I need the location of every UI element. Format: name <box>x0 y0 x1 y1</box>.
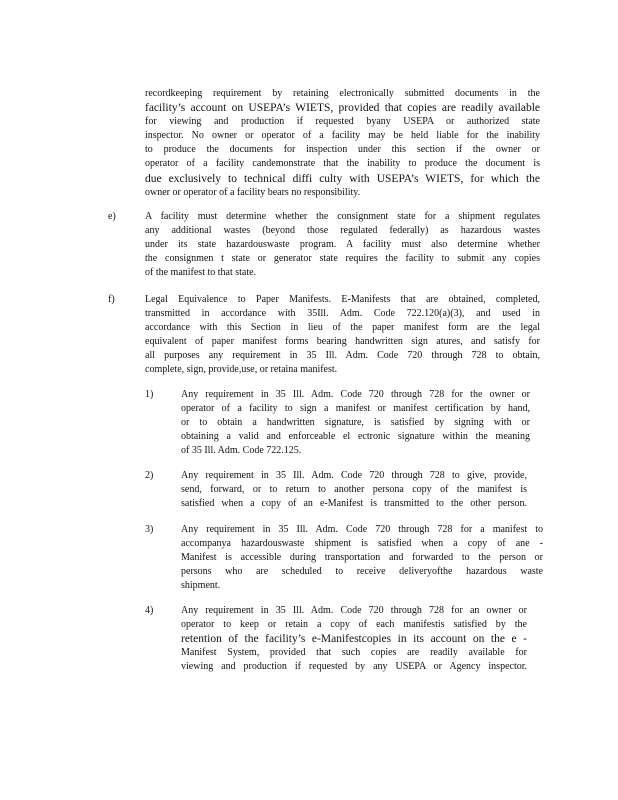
sub-item-3-paragraph <box>181 523 543 593</box>
text-line: Manifest System, provided that such copies are readily available for <box>181 647 527 659</box>
text-line: Manifest is accessible during transportation and forwarded to the person or <box>181 552 543 564</box>
sub-item-1-label: 1) <box>145 389 154 400</box>
text-line: of the manifest to that state. <box>145 267 257 279</box>
text-line: to produce the documents for inspection under this section if the owner or <box>145 144 540 156</box>
sub-item-4-label: 4) <box>145 605 154 616</box>
text-line: facility’s account on USEPA’s WIETS, provided that copies are readily available <box>145 102 540 115</box>
text-line: send, forward, or to return to another persona copy of the manifest is <box>181 484 527 496</box>
text-line: any additional wastes (beyond those regulated federally) as hazardous wastes <box>145 225 540 237</box>
text-line: or to obtain a handwritten signature, is satisfied by signing with or <box>181 417 530 429</box>
text-line: complete, sign, provide,use, or retaina manifest. <box>145 364 338 376</box>
sub-item-4-paragraph <box>181 604 527 674</box>
text-line: owner or operator of a facility bears no responsibility. <box>145 186 361 198</box>
text-line: A facility must determine whether the consignment state for a shipment regulates <box>145 211 540 222</box>
item-e-label: e) <box>108 211 116 222</box>
text-line: of 35 Ill. Adm. Code 722.125. <box>181 445 302 457</box>
sub-item-2-label: 2) <box>145 470 154 481</box>
text-line: equivalent of paper manifest forms bearing handwritten sign atures, and satisfy for <box>145 336 540 348</box>
text-line: accompanya hazardouswaste shipment is satisfied when a copy of ane - <box>181 538 543 550</box>
sub-item-1-paragraph <box>181 388 530 458</box>
text-line: transmitted in accordance with 35Ill. Adm. Code 722.120(a)(3), and used in <box>145 308 540 320</box>
text-line: under its state hazardouswaste program. A facility must also determine whether <box>145 239 540 251</box>
text-line: the consignmen t state or generator state requires the facility to submit any copies <box>145 253 540 265</box>
item-e-paragraph <box>145 210 540 280</box>
text-line: Any requirement in 35 Ill. Adm. Code 720 through 728 for a manifest to <box>181 524 543 535</box>
text-line: operator of a facility candemonstrate that the inability to produce the document is <box>145 158 540 170</box>
sub-item-3-label: 3) <box>145 524 154 535</box>
text-line: operator of a facility to sign a manifest or manifest certification by hand, <box>181 403 530 415</box>
text-line: for viewing and production if requested byany USEPA or authorized state <box>145 116 540 128</box>
text-line: Legal Equivalence to Paper Manifests. E-Manifests that are obtained, completed, <box>145 294 540 305</box>
item-f-paragraph <box>145 293 540 378</box>
item-f-label: f) <box>108 294 115 305</box>
text-line: accordance with this Section in lieu of the paper manifest form are the legal <box>145 322 540 334</box>
text-line: persons who are scheduled to receive deliveryofthe hazardous waste <box>181 566 543 578</box>
text-line: shipment. <box>181 580 221 592</box>
text-line: Any requirement in 35 Ill. Adm. Code 720 through 728 for an owner or <box>181 605 527 616</box>
text-line: satisfied when a copy of an e-Manifest is transmitted to the other person. <box>181 498 527 510</box>
text-line: obtaining a valid and enforceable el ectronic signature within the meaning <box>181 431 530 443</box>
text-line: all purposes any requirement in 35 Ill. Adm. Code 720 through 728 to obtain, <box>145 350 540 362</box>
text-line: Any requirement in 35 Ill. Adm. Code 720 through 728 to give, provide, <box>181 470 527 481</box>
continuation-paragraph <box>145 87 540 200</box>
sub-item-2-paragraph <box>181 469 527 511</box>
text-line: operator to keep or retain a copy of each manifestis satisfied by the <box>181 619 527 631</box>
text-line: retention of the facility’s e-Manifestcopies in its account on the e - <box>181 633 527 646</box>
text-line: due exclusively to technical diffi culty with USEPA’s WIETS, for which the <box>145 172 540 185</box>
text-line: inspector. No owner or operator of a facility may be held liable for the inability <box>145 130 540 142</box>
text-line: recordkeeping requirement by retaining electronically submitted documents in the <box>145 88 540 99</box>
text-line: viewing and production if requested by any USEPA or Agency inspector. <box>181 661 527 673</box>
text-line: Any requirement in 35 Ill. Adm. Code 720 through 728 for the owner or <box>181 389 530 400</box>
